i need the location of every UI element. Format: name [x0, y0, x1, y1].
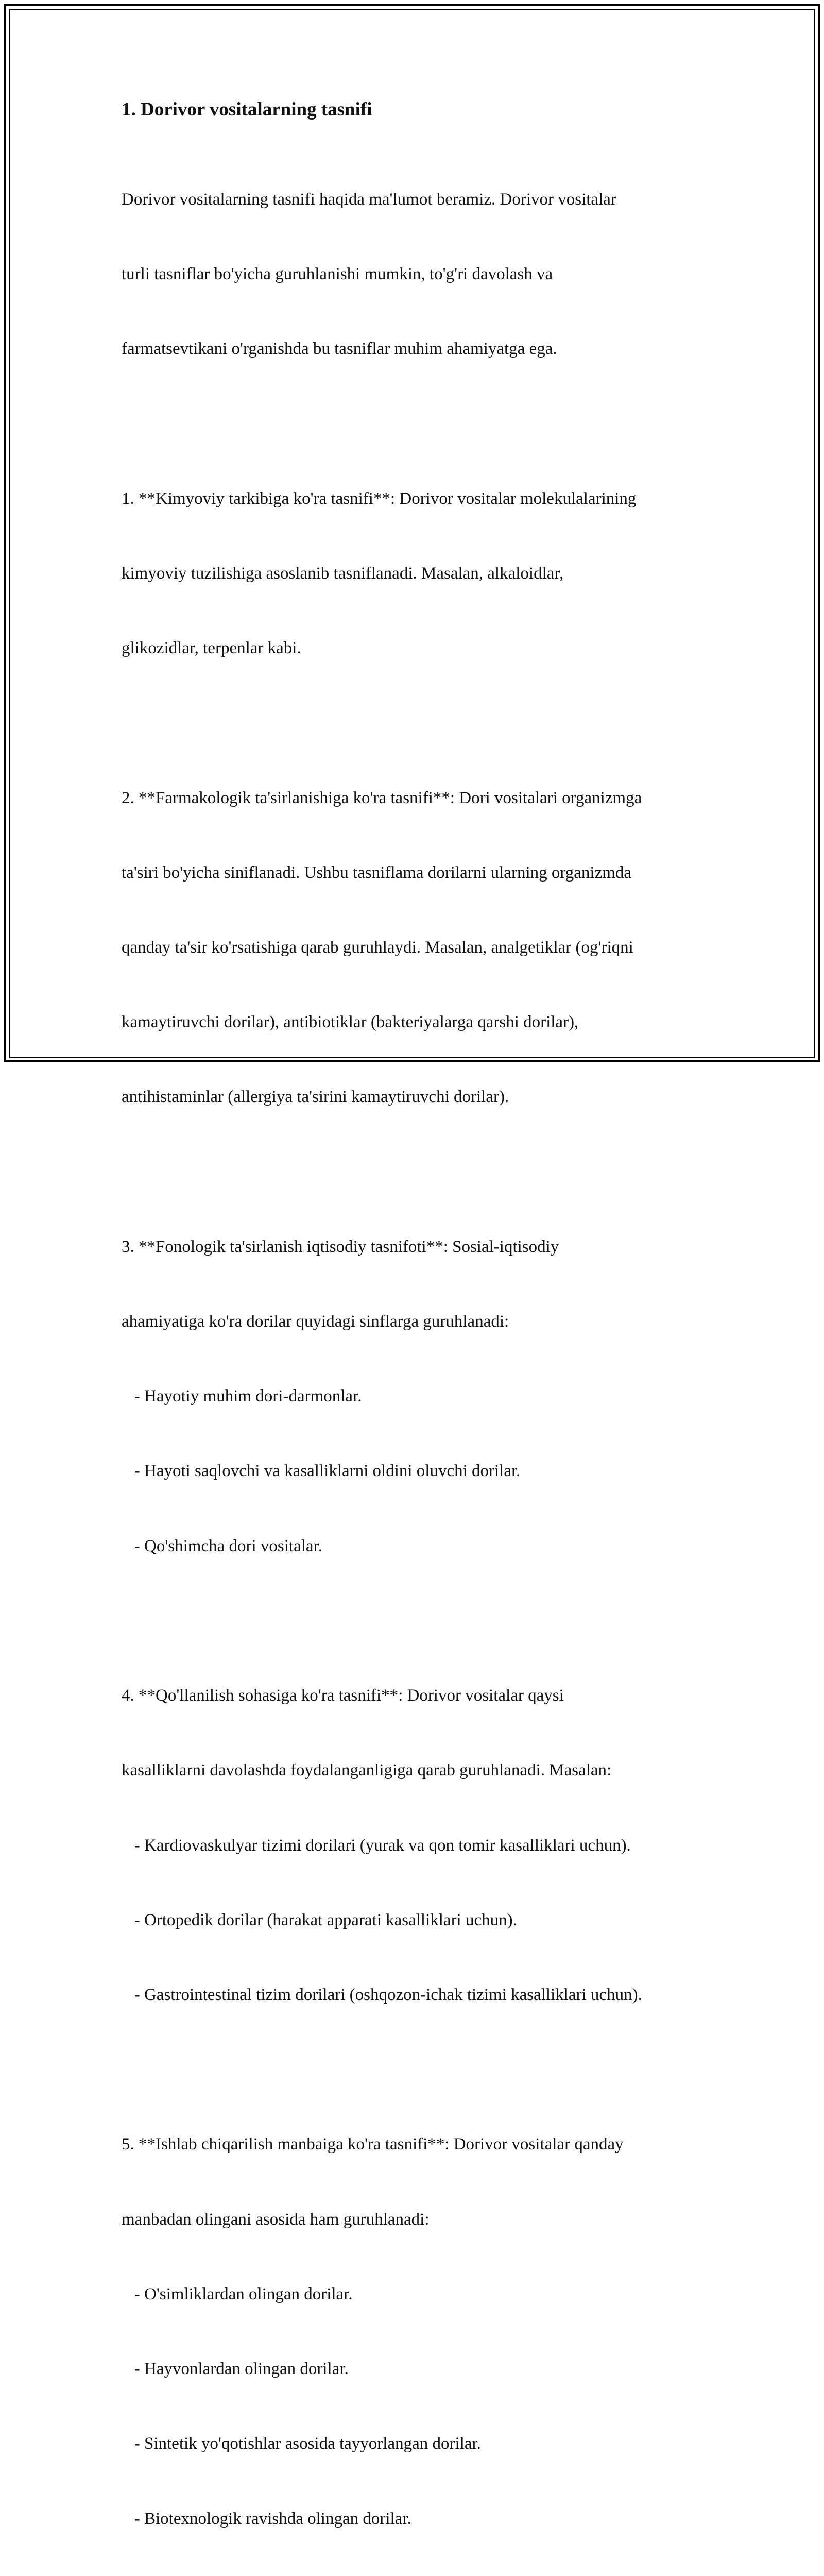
paragraph-line: 2. **Farmakologik ta'sirlanishiga ko'ra tasnifi**: Dori vositalari organizmga	[122, 788, 642, 807]
paragraph-line: glikozidlar, terpenlar kabi.	[122, 639, 301, 658]
list-item: - Hayoti saqlovchi va kasalliklarni oldini oluvchi dorilar.	[122, 1462, 521, 1481]
paragraph-line: kasalliklarni davolashda foydalanganligiga qarab guruhlanadi. Masalan:	[122, 1761, 612, 1780]
list-item: - O'simliklardan olingan dorilar.	[122, 2284, 353, 2303]
paragraph-line: 1. **Kimyoviy tarkibiga ko'ra tasnifi**: Dorivor vositalar molekulalarining	[122, 489, 637, 508]
paragraph-line: kimyoviy tuzilishiga asoslanib tasniflanadi. Masalan, alkaloidlar,	[122, 564, 564, 583]
paragraph-line: farmatsevtikani o'rganishda bu tasniflar muhim ahamiyatga ega.	[122, 340, 557, 359]
document-title: 1. Dorivor vositalarning tasnifi	[122, 99, 372, 120]
list-item: - Biotexnologik ravishda olingan dorilar.	[122, 2509, 411, 2528]
list-item: - Sintetik yo'qotishlar asosida tayyorlangan dorilar.	[122, 2434, 481, 2453]
paragraph-line: 3. **Fonologik ta'sirlanish iqtisodiy tasnifoti**: Sosial-iqtisodiy	[122, 1237, 559, 1256]
paragraph-line: 5. **Ishlab chiqarilish manbaiga ko'ra tasnifi**: Dorivor vositalar qanday	[122, 2135, 624, 2154]
paragraph-line: manbadan olingani asosida ham guruhlanadi:	[122, 2210, 430, 2229]
paragraph-line: ta'siri bo'yicha siniflanadi. Ushbu tasniflama dorilarni ularning organizmda	[122, 863, 632, 882]
section-chemical-classification	[122, 436, 714, 710]
paragraph-line: ahamiyatiga ko'ra dorilar quyidagi sinflarga guruhlanadi:	[122, 1312, 509, 1331]
list-item: - Qo'shimcha dori vositalar.	[122, 1536, 322, 1555]
paragraph-line: Dorivor vositalarning tasnifi haqida ma'lumot beramiz. Dorivor vositalar	[122, 190, 616, 209]
section-source-classification	[122, 2082, 714, 2576]
document-body	[122, 96, 714, 2576]
list-item: - Hayvonlardan olingan dorilar.	[122, 2360, 349, 2379]
paragraph-line: kamaytiruvchi dorilar), antibiotiklar (bakteriyalarga qarshi dorilar),	[122, 1013, 579, 1032]
paragraph-line: qanday ta'sir ko'rsatishiga qarab guruhlaydi. Masalan, analgetiklar (og'riqni	[122, 938, 633, 957]
section-pharmacological-classification	[122, 736, 714, 1160]
list-item: - Ortopedik dorilar (harakat apparati kasalliklari uchun).	[122, 1910, 517, 1929]
list-item: - Kardiovaskulyar tizimi dorilari (yurak va qon tomir kasalliklari uchun).	[122, 1836, 631, 1855]
section-socioeconomic-classification	[122, 1184, 714, 1608]
paragraph-line: turli tasniflar bo'yicha guruhlanishi mumkin, to'g'ri davolash va	[122, 265, 553, 284]
paragraph-line: 4. **Qo'llanilish sohasiga ko'ra tasnifi**: Dorivor vositalar qaysi	[122, 1686, 564, 1705]
section-application-classification	[122, 1633, 714, 2057]
list-item: - Gastrointestinal tizim dorilari (oshqozon-ichak tizimi kasalliklari uchun).	[122, 1986, 642, 2004]
paragraph-line: antihistaminlar (allergiya ta'sirini kamaytiruvchi dorilar).	[122, 1088, 509, 1107]
intro-paragraph	[122, 137, 714, 411]
list-item: - Hayotiy muhim dori-darmonlar.	[122, 1387, 362, 1406]
